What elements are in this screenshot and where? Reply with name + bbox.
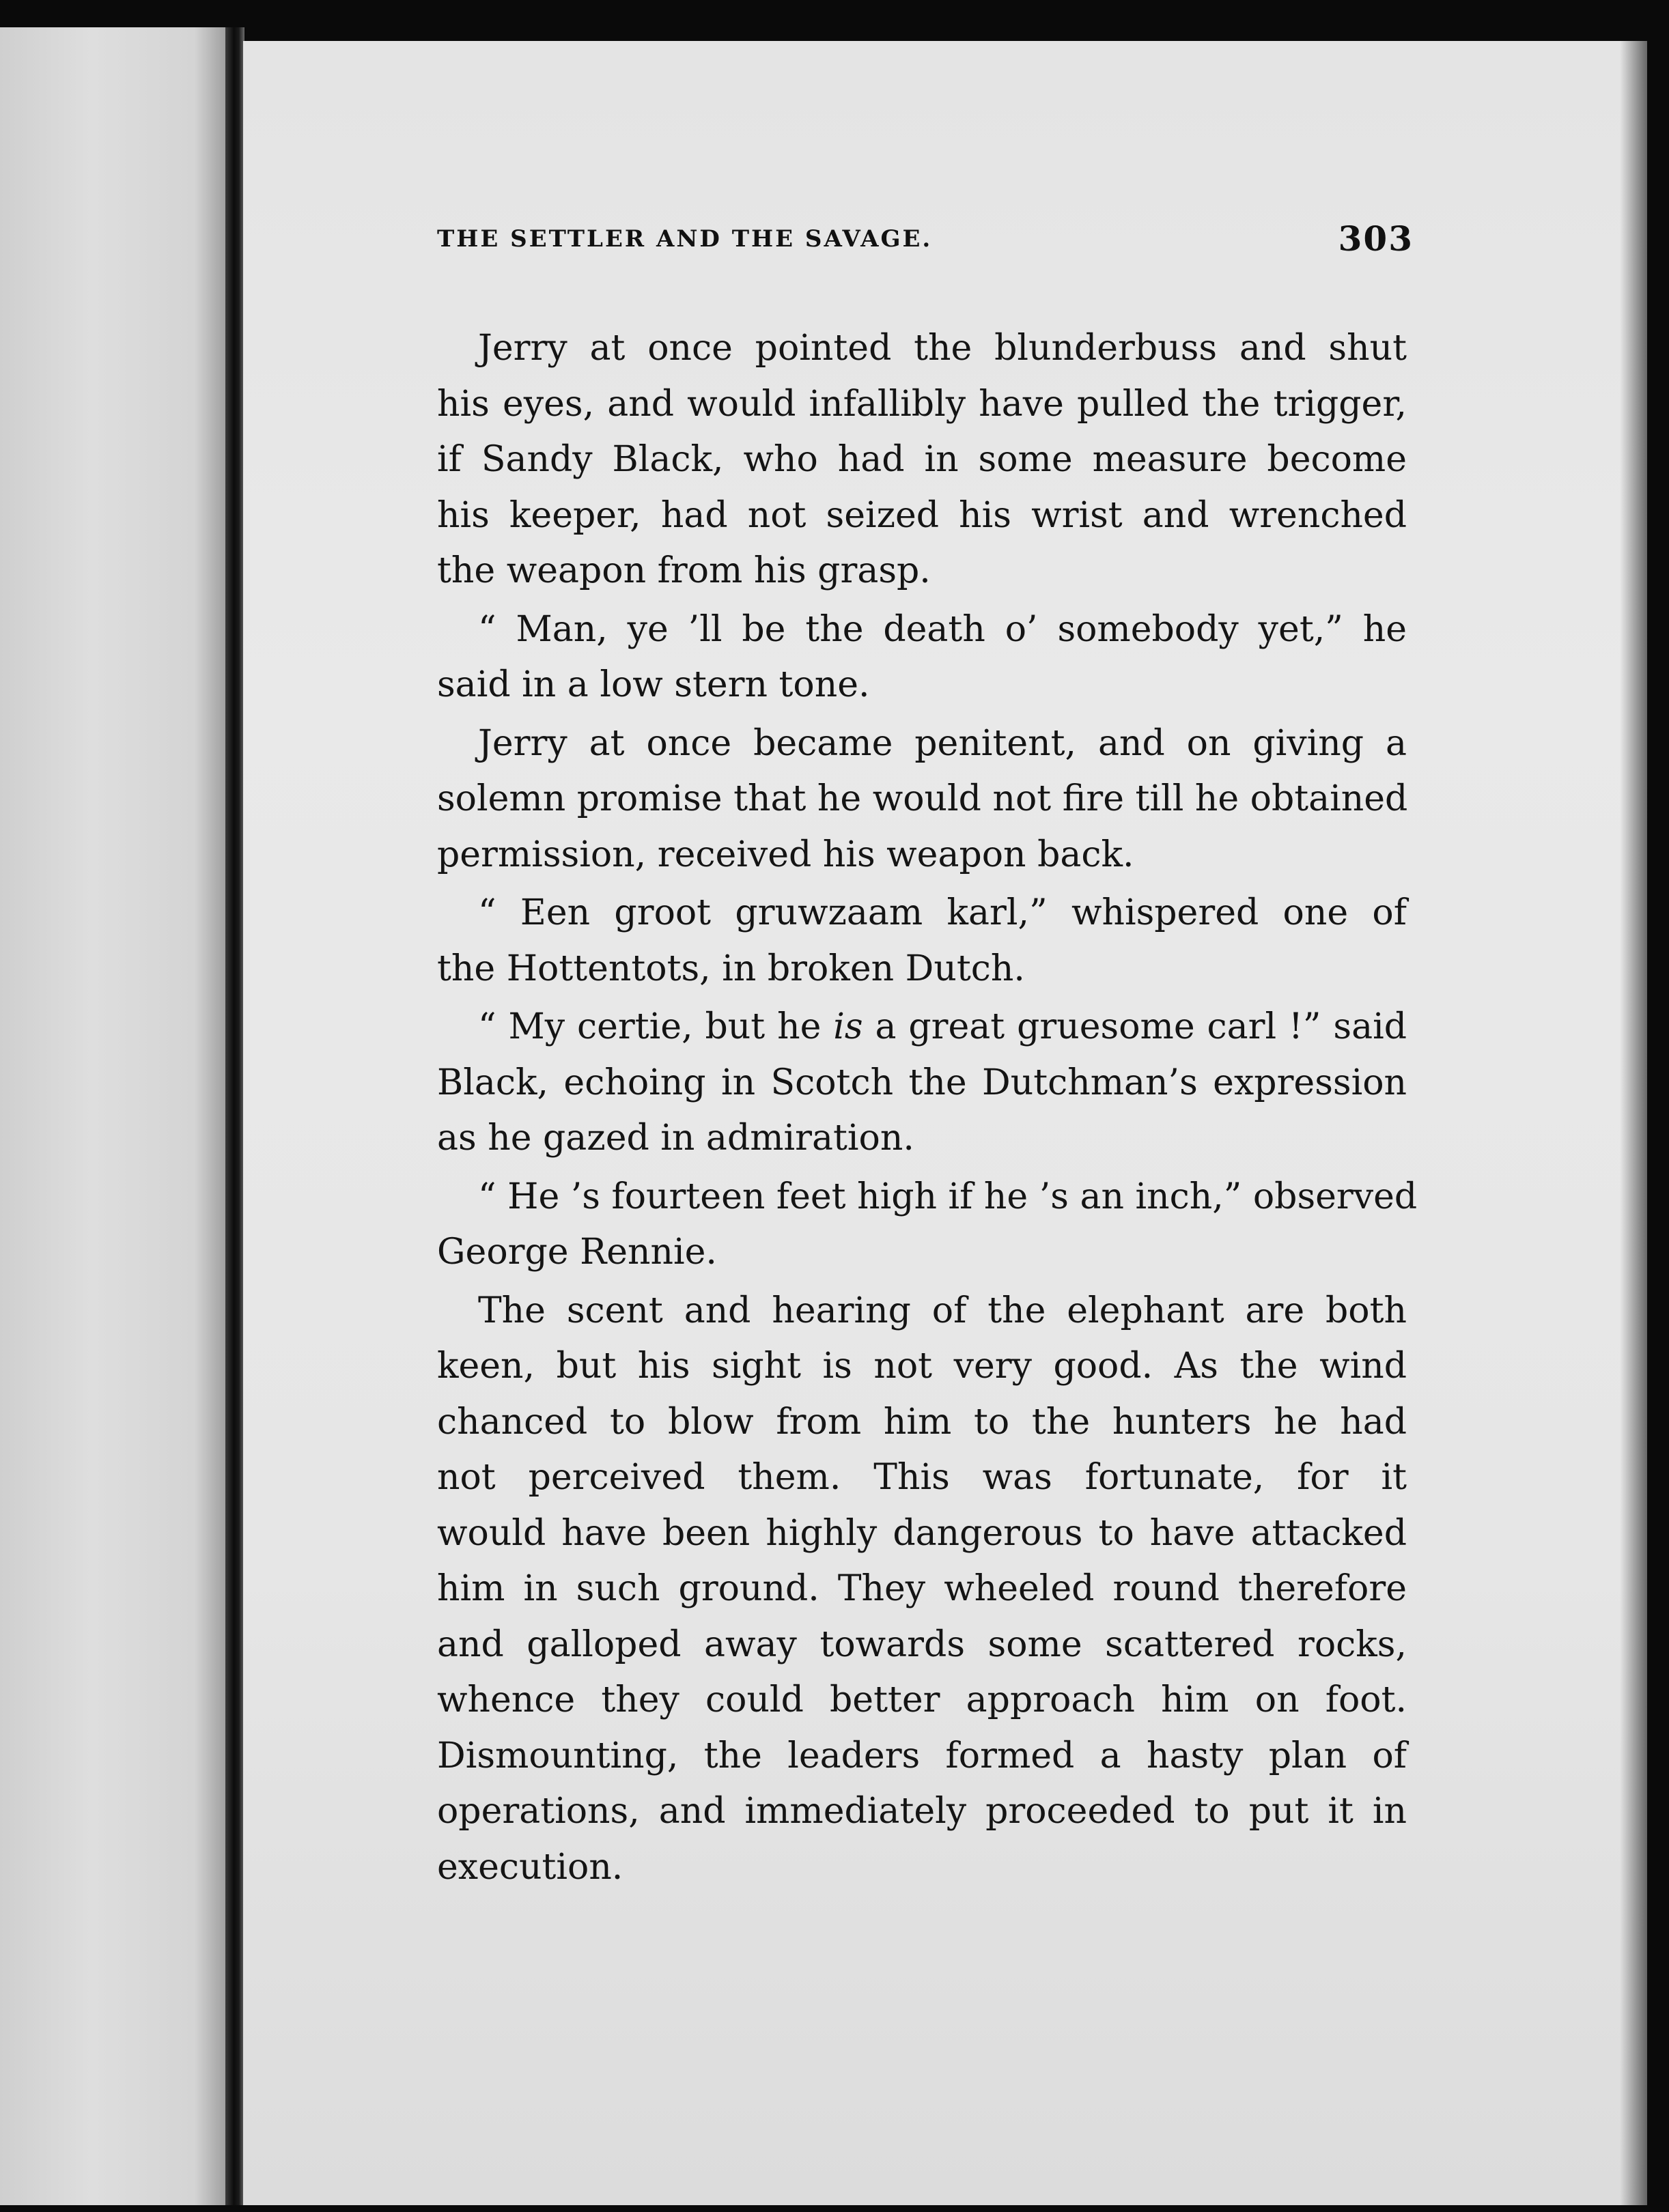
text-line: “ Een groot gruwzaam karl,” whispered one of [478, 892, 1407, 933]
paragraph [437, 999, 1407, 1167]
body-text [437, 321, 1418, 1895]
text-line: chanced to blow from him to the hunters he had [437, 1401, 1407, 1443]
text-line: George Rennie. [437, 1232, 717, 1273]
text-line: The scent and hearing of the elephant are both [478, 1290, 1407, 1331]
paragraph [437, 1169, 1418, 1281]
text-line: “ He ’s fourteen feet high if he ’s an inch,” observed [478, 1176, 1418, 1217]
text-line: his keeper, had not seized his wrist and wrenched [437, 494, 1407, 536]
text-line: permission, received his weapon back. [437, 834, 1134, 875]
text-line: solemn promise that he would not fire till he obtained [437, 778, 1408, 819]
paragraph [437, 321, 1407, 599]
text-run: “ My certie, but he [478, 1006, 834, 1047]
text-line: whence they could better approach him on foot. [437, 1679, 1407, 1720]
paragraph [437, 1284, 1407, 1896]
text-line: as he gazed in admiration. [437, 1118, 914, 1159]
text-line: Black, echoing in Scotch the Dutchman’s expression [437, 1062, 1407, 1103]
book-gutter [225, 27, 244, 2205]
facing-page-edge [0, 27, 229, 2205]
text-line: execution. [437, 1846, 623, 1888]
text-line: Jerry at once pointed the blunderbuss and shut [478, 328, 1407, 369]
running-head-title: THE SETTLER AND THE SAVAGE. [437, 225, 933, 253]
text-line: the Hottentots, in broken Dutch. [437, 948, 1025, 989]
paragraph [437, 602, 1407, 713]
text-line: not perceived them. This was fortunate, for it [437, 1457, 1407, 1498]
text-line: if Sandy Black, who had in some measure become [437, 439, 1407, 480]
text-line: the weapon from his grasp. [437, 550, 931, 591]
paragraph [437, 885, 1407, 997]
text-line: said in a low stern tone. [437, 664, 870, 705]
text-line: operations, and immediately proceeded to put it in [437, 1791, 1407, 1832]
text-line: keen, but his sight is not very good. As the wind [437, 1346, 1407, 1387]
text-line: his eyes, and would infallibly have pulled the trigger, [437, 383, 1407, 425]
text-line: “ Man, ye ’ll be the death o’ somebody yet,” he [478, 608, 1407, 650]
text-line: Jerry at once became penitent, and on giving a [478, 722, 1407, 764]
italic-word: is [833, 1006, 863, 1047]
text-run: a great gruesome carl !” said [862, 1006, 1407, 1047]
text-line [437, 999, 1407, 1055]
text-line: and galloped away towards some scattered rocks, [437, 1623, 1407, 1665]
text-line: would have been highly dangerous to have attacked [437, 1512, 1407, 1554]
running-head [437, 218, 1414, 259]
text-line: Dismounting, the leaders formed a hasty plan of [437, 1735, 1407, 1776]
paragraph [437, 716, 1407, 883]
page-number: 303 [1338, 218, 1414, 259]
text-line: him in such ground. They wheeled round therefore [437, 1568, 1407, 1609]
